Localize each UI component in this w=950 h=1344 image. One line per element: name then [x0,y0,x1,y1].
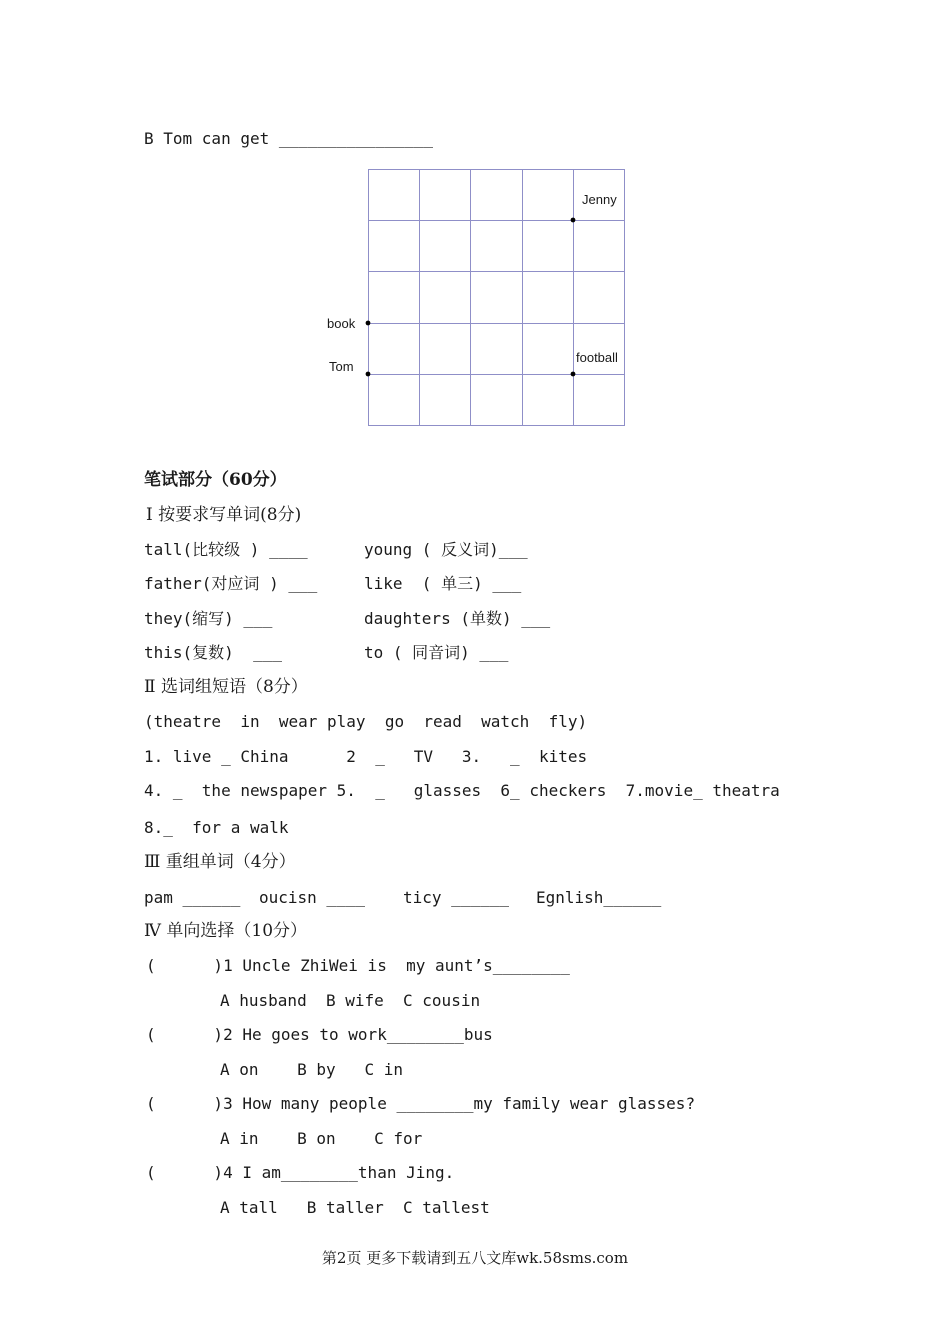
tom-point [366,372,371,377]
s4-question: ( )1 Uncle ZhiWei is my aunt’s________ [146,956,570,975]
question-b: B Tom can get ________________ [144,129,433,148]
s1-item: they(缩写) ___ [144,609,273,628]
s1-item: tall(比较级 ) ____ [144,540,308,559]
section-3-heading: Ⅲ 重组单词（4分） [144,852,296,872]
s1-item: this(复数) ___ [144,643,282,662]
page-footer: 第2页 更多下载请到五八文库wk.58sms.com [321,1249,629,1267]
s3-item: oucisn ____ [259,888,365,907]
section-2-heading: Ⅱ 选词组短语（8分） [144,677,308,697]
s4-options: A husband B wife C cousin [220,991,481,1010]
s1-item: daughters (单数) ___ [364,609,551,628]
book-label: book [327,316,356,331]
s2-word-bank: (theatre in wear play go read watch fly) [144,712,588,731]
section-4-heading: Ⅳ 单向选择（10分） [144,921,308,941]
football-label: football [576,350,618,365]
jenny-label: Jenny [582,192,617,207]
section-1-heading: Ⅰ 按要求写单词(8分) [146,505,302,525]
s1-item: young ( 反义词)___ [364,540,528,559]
s4-question: ( )4 I am________than Jing. [146,1163,455,1182]
written-part-title: 笔试部分（60分） [144,470,287,490]
s4-question: ( )2 He goes to work________bus [146,1025,493,1044]
map-points [0,0,950,450]
football-point [571,372,576,377]
tom-label: Tom [329,359,354,374]
s1-item: father(对应词 ) ___ [144,574,318,593]
s3-item: ticy ______ [403,888,509,907]
s1-item: to ( 同音词) ___ [364,643,509,662]
book-point [366,321,371,326]
s2-line: 4. _ the newspaper 5. _ glasses 6_ checkers 7.movie_ theatra [144,781,780,800]
s3-item: pam ______ [144,888,241,907]
s2-line: 8._ for a walk [144,818,289,837]
jenny-point [571,218,576,223]
s2-line: 1. live _ China 2 _ TV 3. _ kites [144,747,588,766]
s1-item: like ( 单三) ___ [364,574,522,593]
s4-options: A in B on C for [220,1129,423,1148]
s4-options: A tall B taller C tallest [220,1198,490,1217]
s4-options: A on B by C in [220,1060,404,1079]
s4-question: ( )3 How many people ________my family wear glasses? [146,1094,696,1113]
s3-item: Egnlish______ [536,888,662,907]
